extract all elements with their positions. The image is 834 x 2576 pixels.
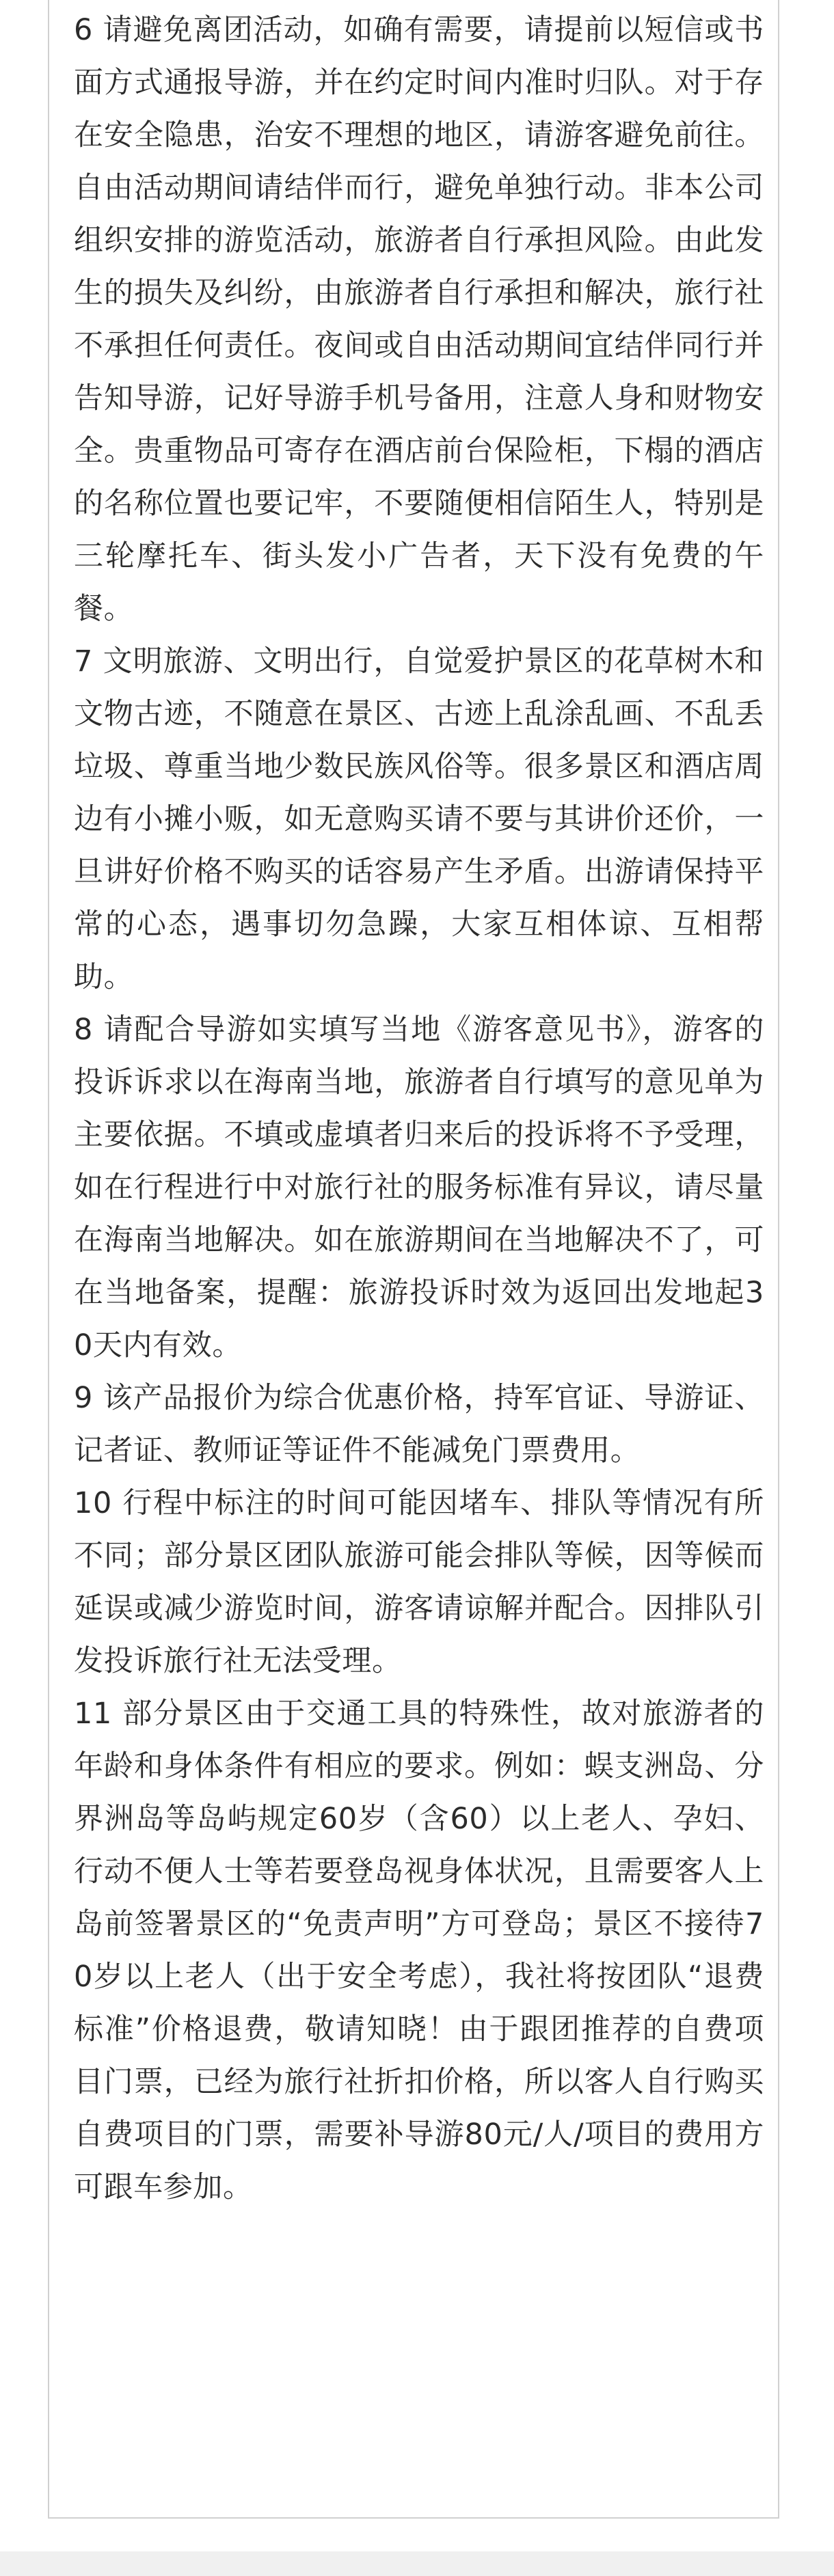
notice-item-6: 6 请避免离团活动，如确有需要，请提前以短信或书面方式通报导游，并在约定时间内准时归队。对于存在安全隐患，治安不理想的地区，请游客避免前往。自由活动期间请结伴而行，避免单独行动。非本公司组织安排的游览活动，旅游者自行承担风险。由此发生的损失及纠纷，由旅游者自行承担和解决，旅行社不承担任何责任。夜间或自由活动期间宜结伴同行并告知导游，记好导游手机号备用，注意人身和财物安全。贵重物品可寄存在酒店前台保险柜，下榻的酒店的名称位置也要记牢，不要随便相信陌生人，特别是三轮摩托车、街头发小广告者，天下没有免费的午餐。 — [74, 13, 764, 626]
notice-text — [74, 4, 764, 2214]
notice-item-10: 10 行程中标注的时间可能因堵车、排队等情况有所不同；部分景区团队旅游可能会排队等候，因等候而延误或减少游览时间，游客请谅解并配合。因排队引发投诉旅行社无法受理。 — [74, 1486, 764, 1678]
notice-card — [48, 0, 779, 2519]
page-bottom-bar — [0, 2551, 834, 2576]
notice-item-8: 8 请配合导游如实填写当地《游客意见书》，游客的投诉诉求以在海南当地，旅游者自行填写的意见单为主要依据。不填或虚填者归来后的投诉将不予受理，如在行程进行中对旅行社的服务标准有异议，请尽量在海南当地解决。如在旅游期间在当地解决不了，可在当地备案，提醒：旅游投诉时效为返回出发地起30天内有效。 — [74, 1013, 764, 1362]
notice-item-11: 11 部分景区由于交通工具的特殊性，故对旅游者的年龄和身体条件有相应的要求。例如：蜈支洲岛、分界洲岛等岛屿规定60岁（含60）以上老人、孕妇、行动不便人士等若要登岛视身体状况，且需要客人上岛前签署景区的“免责声明”方可登岛；景区不接待70岁以上老人（出于安全考虑），我社将按团队“退费标准”价格退费，敬请知晓！由于跟团推荐的自费项目门票，已经为旅行社折扣价格，所以客人自行购买自费项目的门票，需要补导游80元/人/项目的费用方可跟车参加。 — [74, 1697, 764, 2204]
notice-item-7: 7 文明旅游、文明出行，自觉爱护景区的花草树木和文物古迹，不随意在景区、古迹上乱涂乱画、不乱丢垃圾、尊重当地少数民族风俗等。很多景区和酒店周边有小摊小贩，如无意购买请不要与其讲价还价，一旦讲好价格不购买的话容易产生矛盾。出游请保持平常的心态，遇事切勿急躁，大家互相体谅、互相帮助。 — [74, 644, 764, 994]
notice-item-9: 9 该产品报价为综合优惠价格，持军官证、导游证、记者证、教师证等证件不能减免门票费用。 — [74, 1381, 764, 1468]
